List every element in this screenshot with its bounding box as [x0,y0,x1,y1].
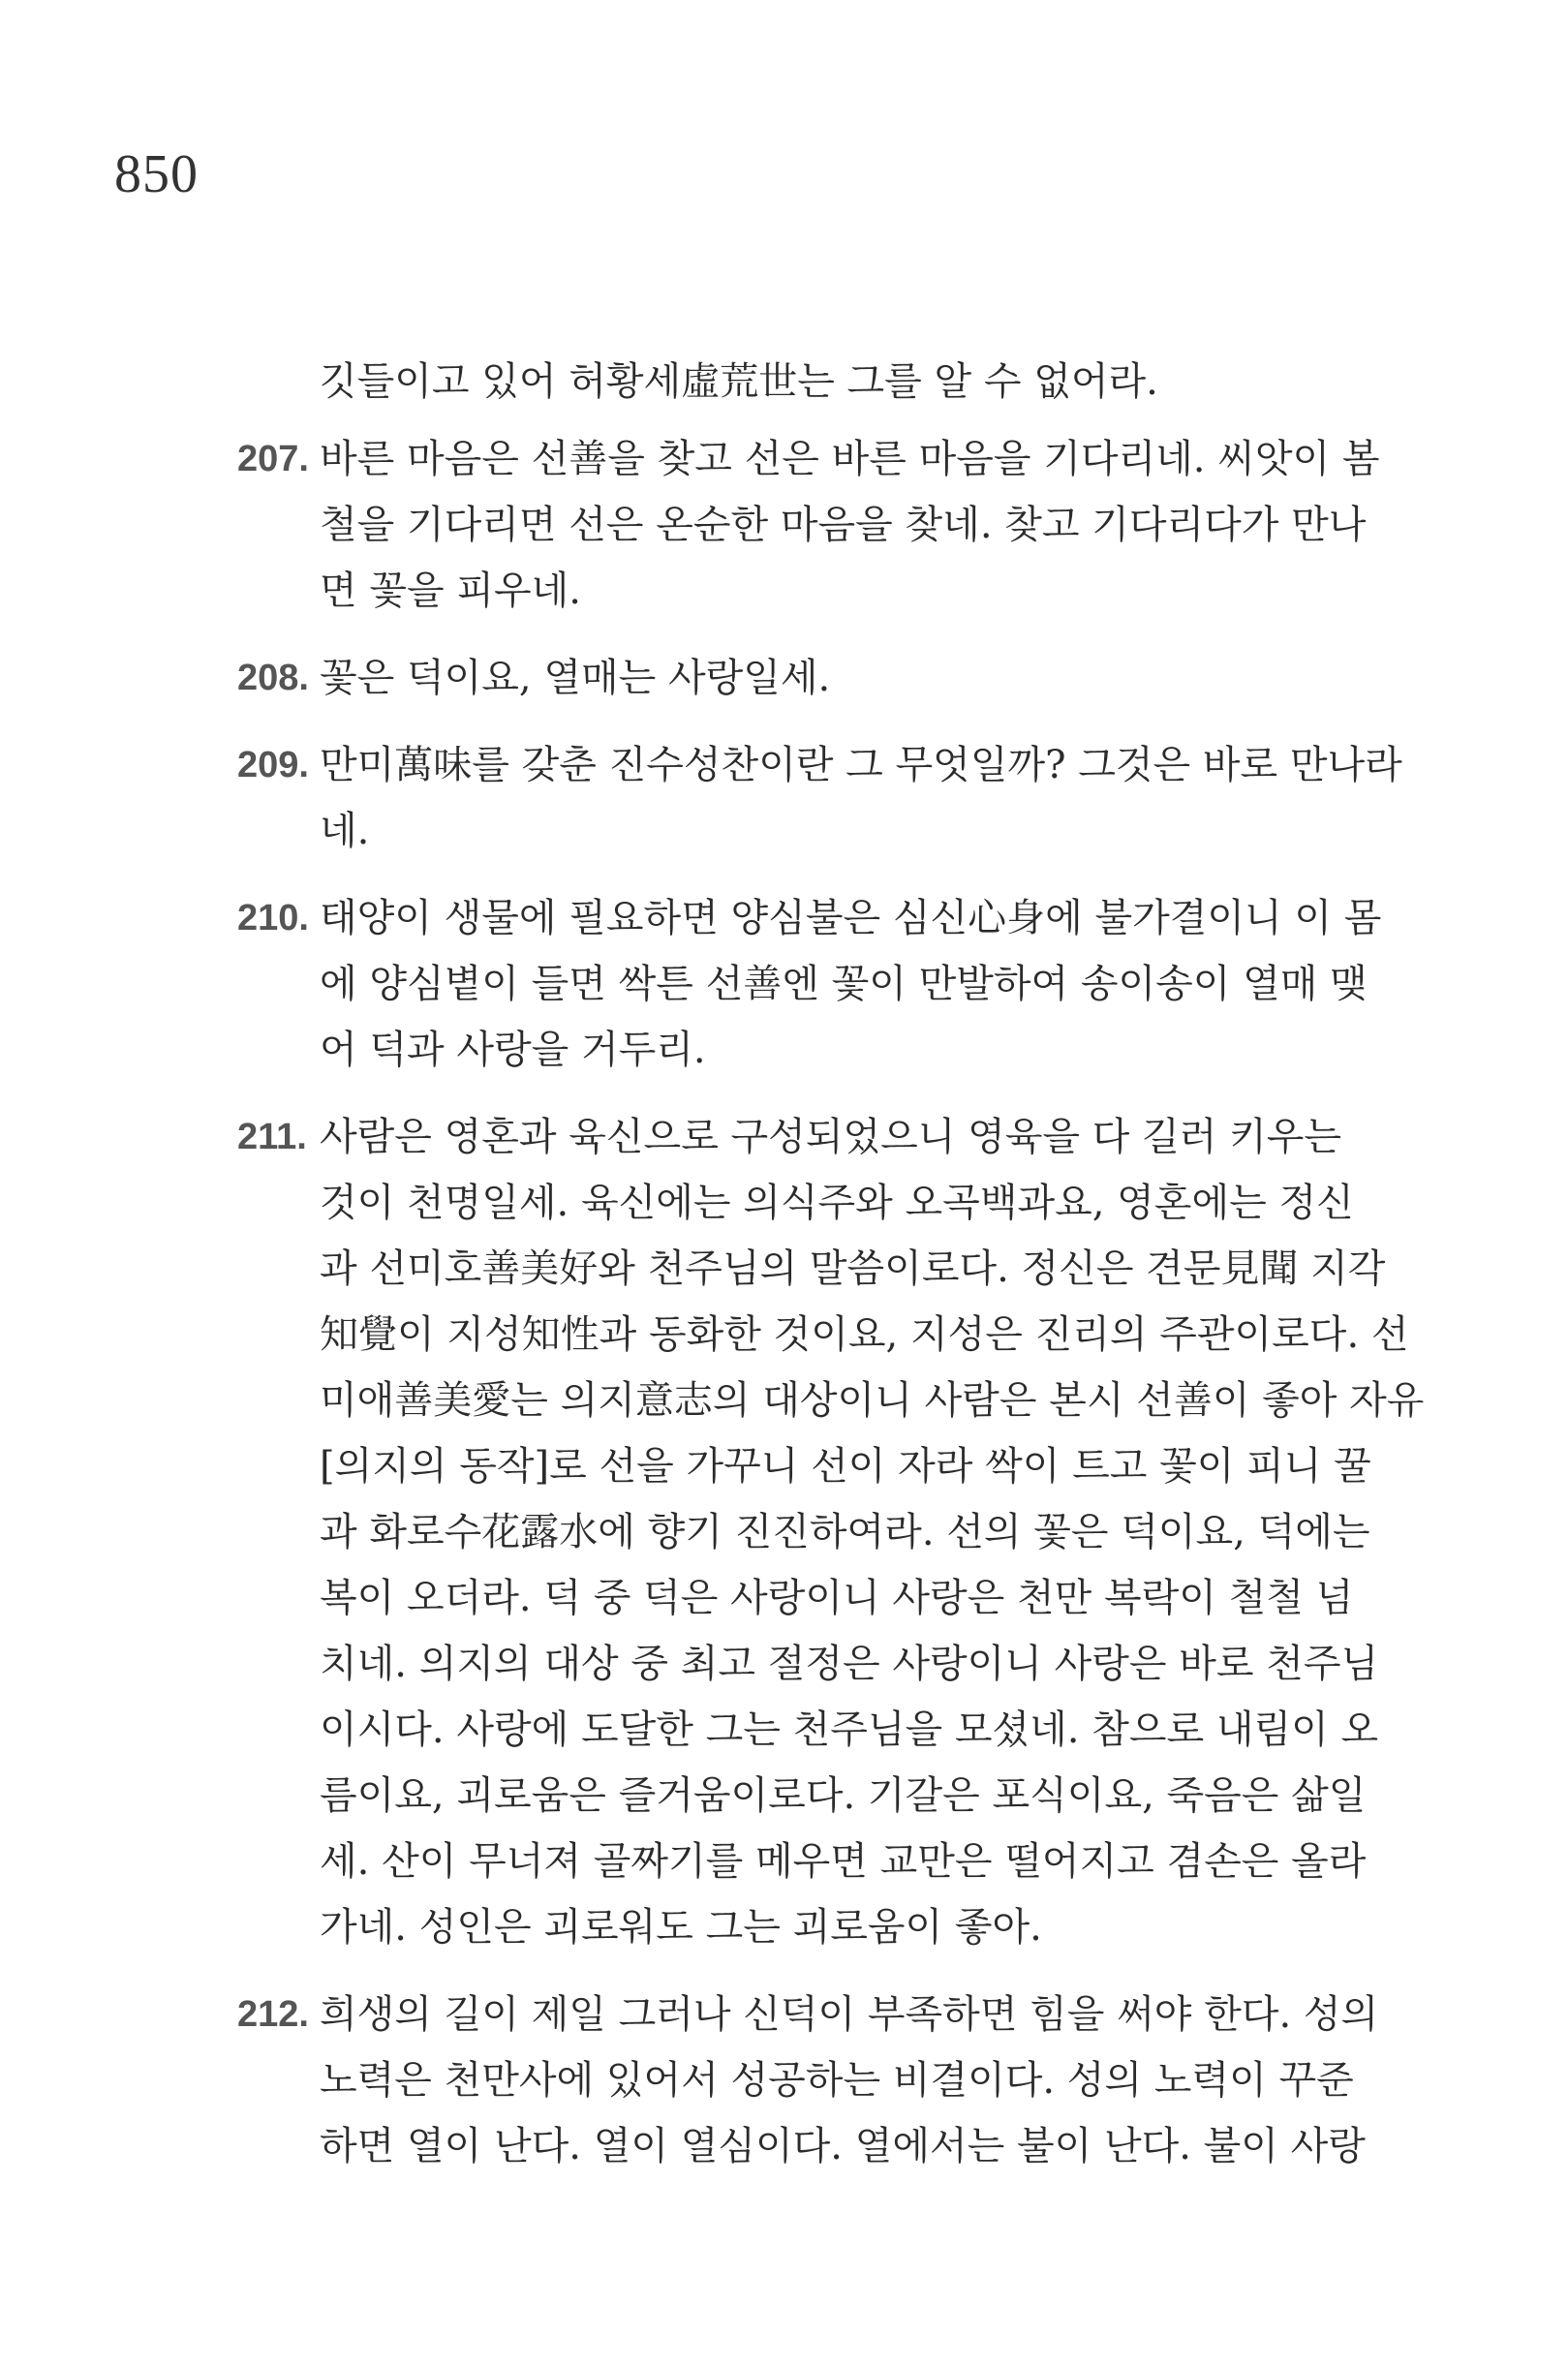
entry-number: 209. [237,745,309,785]
entry-number: 212. [237,1994,309,2035]
entry-line: 어 덕과 사랑을 거두리. [320,1028,706,1072]
entry-line: 세. 산이 무너져 골짜기를 메우면 교만은 떨어지고 겸손은 올라 [320,1839,1367,1884]
entry-line: [의지의 동작]로 선을 가꾸니 선이 자라 싹이 트고 꽃이 피니 꿀 [320,1444,1371,1489]
continuation-line: 깃들이고 있어 허황세虛荒世는 그를 알 수 없어라. [320,359,1158,404]
entry-line: 름이요, 괴로움은 즐거움이로다. 기갈은 포식이요, 죽음은 삶일 [320,1773,1367,1818]
entry-line: 만미萬味를 갖춘 진수성찬이란 그 무엇일까? 그것은 바로 만나라 [320,743,1402,787]
entry-line: 知覺이 지성知性과 동화한 것이요, 지성은 진리의 주관이로다. 선 [320,1312,1409,1357]
entry-line: 과 화로수花露水에 향기 진진하여라. 선의 꽃은 덕이요, 덕에는 [320,1510,1370,1554]
page-number: 850 [114,144,199,204]
entry-line: 미애善美愛는 의지意志의 대상이니 사람은 본시 선善이 좋아 자유 [320,1378,1425,1423]
entry-number: 207. [237,439,309,479]
entry-line: 태양이 생물에 필요하면 양심불은 심신心身에 불가결이니 이 몸 [320,896,1382,940]
entry-212 [237,1982,1379,2179]
entry-line: 희생의 길이 제일 그러나 신덕이 부족하면 힘을 써야 한다. 성의 [320,1992,1379,2037]
entry-line: 것이 천명일세. 육신에는 의식주와 오곡백과요, 영혼에는 정신 [320,1181,1354,1225]
entry-number: 210. [237,898,309,938]
entry-line: 하면 열이 난다. 열이 열심이다. 열에서는 불이 난다. 불이 사랑 [320,2124,1366,2168]
entry-line: 이시다. 사랑에 도달한 그는 천주님을 모셨네. 참으로 내림이 오 [320,1707,1379,1752]
entry-line: 치네. 의지의 대상 중 최고 절정은 사랑이니 사랑은 바로 천주님 [320,1642,1379,1686]
entry-line: 복이 오더라. 덕 중 덕은 사랑이니 사랑은 천만 복락이 철철 넘 [320,1576,1354,1620]
entry-line: 과 선미호善美好와 천주님의 말씀이로다. 정신은 견문見聞 지각 [320,1246,1386,1291]
entry-line: 철을 기다리면 선은 온순한 마음을 찾네. 찾고 기다리다가 만나 [320,503,1367,547]
entry-line: 에 양심볕이 들면 싹튼 선善엔 꽃이 만발하여 송이송이 열매 맺 [320,962,1368,1006]
entry-208 [237,645,1312,711]
entry-line: 가네. 성인은 괴로워도 그는 괴로움이 좋아. [320,1905,1042,1950]
entry-211 [237,1104,1425,1960]
entry-207 [237,426,1380,624]
entry-line: 사람은 영혼과 육신으로 구성되었으니 영육을 다 길러 키우는 [320,1115,1342,1159]
entries-list [237,426,1425,2200]
entry-210 [237,885,1382,1083]
entry-number: 211. [237,1117,307,1157]
entry-line: 꽃은 덕이요, 열매는 사랑일세. [320,656,831,700]
entry-number: 208. [237,658,309,698]
entry-line: 면 꽃을 피우네. [320,569,581,613]
entry-line: 네. [320,809,370,853]
entry-209 [237,732,1402,864]
entry-line: 노력은 천만사에 있어서 성공하는 비결이다. 성의 노력이 꾸준 [320,2058,1354,2103]
entry-line: 바른 마음은 선善을 찾고 선은 바른 마음을 기다리네. 씨앗이 봄 [320,437,1380,481]
